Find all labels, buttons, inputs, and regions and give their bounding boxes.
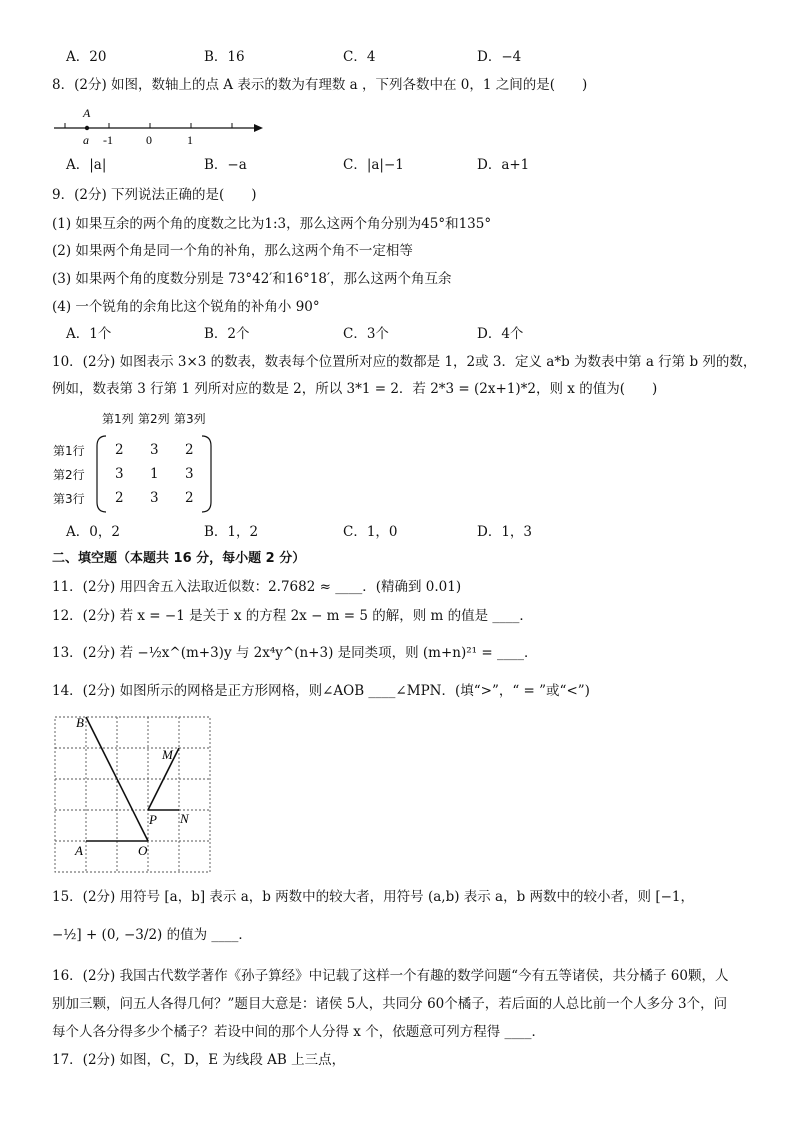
q14-label-o: O [138,843,148,858]
q15-line2: −½] + (0, −3/2) 的值为 ____． [52,927,252,943]
matrix-cell: 2 [115,442,124,458]
q11: 11．(2分) 用四舍五入法取近似数：2.7682 ≈ ____．(精确到 0.01) [52,579,462,595]
q10-row-header-1: 第1行 [53,444,85,458]
q12: 12．(2分) 若 x = −1 是关于 x 的方程 2x − m = 5 的解，则 m 的值是 ____． [52,608,533,624]
q10-option-a: A．0，2 [66,524,120,540]
q10-matrix-figure [50,410,220,515]
q8-number-line [50,102,270,150]
q7-option-b: B．16 [204,49,245,65]
matrix-cell: 3 [185,466,194,482]
q10-stem-line2: 例如，数表第 3 行第 1 列所对应的数是 2，所以 3*1 = 2．若 2*3 = (2x+1)*2，则 x 的值为( ) [52,381,658,397]
q8-option-c: C．|a|−1 [343,157,404,173]
matrix-cell: 3 [115,466,124,482]
matrix-cell: 3 [150,442,159,458]
q17-stem: 17．(2分) 如图，C，D，E 为线段 AB 上三点， [52,1052,346,1068]
q7-option-c: C．4 [343,49,376,65]
q10-option-d: D．1，3 [477,524,533,540]
q9-option-a: A．1个 [66,326,112,342]
q9-statement-3: (3) 如果两个角的度数分别是 73°42′和16°18′，那么这两个角互余 [52,271,452,287]
matrix-cell: 2 [185,490,194,506]
q8-tick-1: 1 [187,133,193,147]
matrix-cell: 3 [150,490,159,506]
q9-statement-4: (4) 一个锐角的余角比这个锐角的补角小 90° [52,299,320,315]
q14-label-b: B [76,715,84,730]
q10-col-header-3: 第3列 [174,412,206,426]
q16-line2: 别加三颗，问五人各得几何？”题目大意是：诸侯 5人，共同分 60个橘子，若后面的人总比前一个人多分 3个，问 [52,996,728,1012]
q10-col-header-2: 第2列 [138,412,170,426]
matrix-cell: 2 [115,490,124,506]
q15-line1: 15．(2分) 用符号 [a，b] 表示 a，b 两数中的较大者，用符号 (a,b) 表示 a，b 两数中的较小者，则 [−1， [52,889,695,905]
q8-option-a: A．|a| [66,157,107,173]
q10-option-c: C．1，0 [343,524,398,540]
q8-stem: 8．(2分) 如图，数轴上的点 A 表示的数为有理数 a ，下列各数中在 0，1 之间的是( ) [52,77,588,93]
q14-label-p: P [149,812,157,827]
q10-stem-line1: 10．(2分) 如图表示 3×3 的数表，数表每个位置所对应的数都是 1，2或 3．定义 a*b 为数表中第 a 行第 b 列的数， [52,354,757,370]
q8-tick-0: 0 [146,133,152,147]
matrix-cell: 2 [185,442,194,458]
q14-label-m: M [162,747,173,762]
q10-option-b: B．1，2 [204,524,259,540]
q16-line3: 每个人各分得多少个橘子？若设中间的那个人分得 x 个，依题意可列方程得 ____． [52,1024,545,1040]
q16-line1: 16．(2分) 我国古代数学著作《孙子算经》中记载了这样一个有趣的数学问题“今有五等诸侯，共分橘子 60颗，人 [52,968,729,984]
q7-option-a: A．20 [66,49,107,65]
q10-col-header-1: 第1列 [102,412,134,426]
q10-row-header-3: 第3行 [53,492,85,506]
q8-point-label: A [83,106,91,120]
q14-stem: 14．(2分) 如图所示的网格是正方形网格，则∠AOB ____∠MPN．(填“>”，“ = ”或“<”) [52,683,590,699]
q9-statement-1: (1) 如果互余的两个角的度数之比为1:3，那么这两个角分别为45°和135° [52,216,492,232]
q14-label-a: A [75,843,83,858]
q9-statement-2: (2) 如果两个角是同一个角的补角，那么这两个角不一定相等 [52,243,413,259]
section-title-fill-in: 二、填空题（本题共 16 分，每小题 2 分） [52,551,306,566]
q9-option-c: C．3个 [343,326,389,342]
q10-row-header-2: 第2行 [53,468,85,482]
matrix-cell: 1 [150,466,159,482]
q8-tick-neg1: -1 [103,133,113,147]
q14-label-n: N [180,811,189,826]
q7-option-d: D．−4 [477,49,522,65]
q14-grid-figure [50,712,220,878]
q8-option-d: D．a+1 [477,157,530,173]
q9-option-d: D．4个 [477,326,524,342]
q8-option-b: B．−a [204,157,247,173]
q13: 13．(2分) 若 −½x^(m+3)y 与 2x⁴y^(n+3) 是同类项，则 (m+n)²¹ = ____． [52,645,538,661]
q9-option-b: B．2个 [204,326,250,342]
q8-a-label: a [83,133,89,147]
q9-stem: 9．(2分) 下列说法正确的是( ) [52,187,257,203]
